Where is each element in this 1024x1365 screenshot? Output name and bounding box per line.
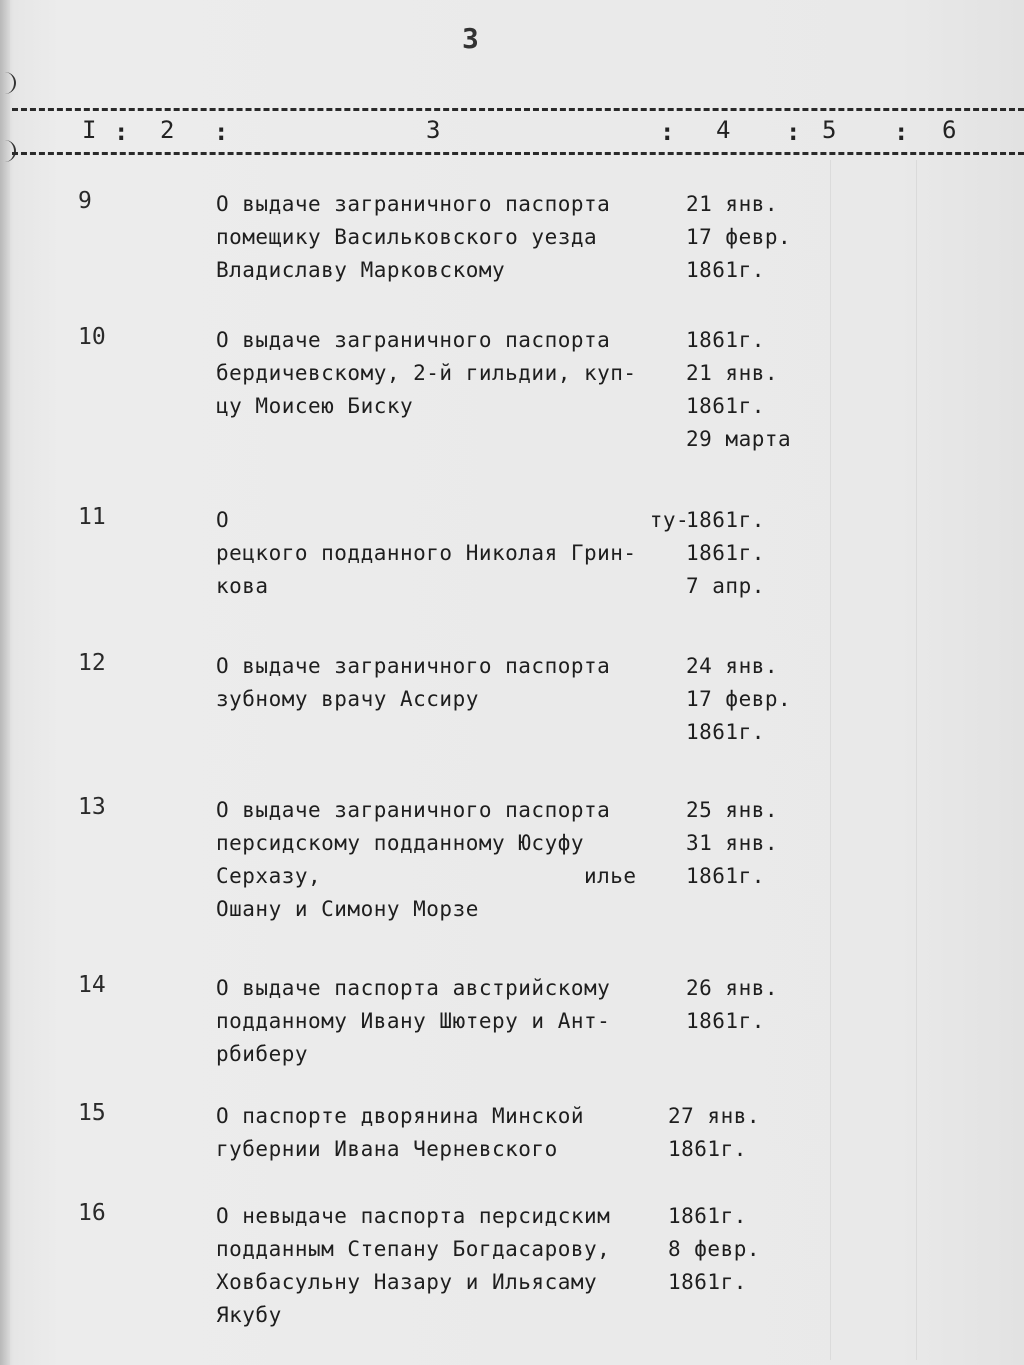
column-header-2: 2 — [160, 116, 175, 144]
entry-date: 8 февр. — [668, 1237, 761, 1261]
column-header-3: 3 — [426, 116, 441, 144]
entry-date: 1861г. — [686, 394, 765, 418]
entry-title-line: Серхазу, илье — [216, 864, 637, 888]
entry-date: 26 янв. — [686, 976, 779, 1000]
entry-date: 1861г. — [686, 1009, 765, 1033]
entry-date: 1861г. — [686, 541, 765, 565]
column-separator: : — [894, 118, 909, 146]
entry-title-line: О выдаче заграничного паспорта — [216, 328, 611, 352]
entry-date: 29 марта — [686, 427, 792, 451]
column-separator: : — [114, 118, 129, 146]
entry-title — [216, 1200, 656, 1332]
entry-title — [216, 972, 656, 1071]
entry-title-line: губернии Ивана Черневского — [216, 1137, 558, 1161]
entry-dates — [686, 972, 816, 1038]
entry-title-line: О ту- — [216, 508, 690, 532]
entry-date: 1861г. — [686, 258, 765, 282]
entry-title — [216, 324, 656, 423]
entry-number: 10 — [78, 324, 106, 350]
entry-date: 24 янв. — [686, 654, 779, 678]
entry-title-line: Владиславу Марковскому — [216, 258, 506, 282]
entry-number: 13 — [78, 794, 106, 820]
entry-date: 1861г. — [668, 1270, 747, 1294]
entry-title — [216, 794, 656, 926]
entry-title-line: О паспорте дворянина Минской — [216, 1104, 585, 1128]
entry-title-line: рбиберу — [216, 1042, 309, 1066]
entry-date: 1861г. — [686, 864, 765, 888]
entry-title — [216, 650, 656, 716]
entry-dates — [686, 504, 816, 603]
entry-date: 25 янв. — [686, 798, 779, 822]
entry-title-line: персидскому подданному Юсуфу — [216, 831, 585, 855]
entry-title — [216, 188, 656, 287]
entry-date: 1861г. — [686, 720, 765, 744]
entry-title — [216, 504, 690, 603]
entry-title-line: О выдаче паспорта австрийскому — [216, 976, 611, 1000]
entry-number: 12 — [78, 650, 106, 676]
entry-number: 11 — [78, 504, 106, 530]
entry-date: 27 янв. — [668, 1104, 761, 1128]
column-header-5: 5 — [822, 116, 837, 144]
entry-title-line: бердичевскому, 2-й гильдии, куп- — [216, 361, 637, 385]
entry-dates — [686, 794, 816, 893]
entry-number: 15 — [78, 1100, 106, 1126]
entry-title-line: О выдаче заграничного паспорта — [216, 192, 611, 216]
entry-title-line: О невыдаче паспорта персидским — [216, 1204, 611, 1228]
entry-date: 1861г. — [686, 508, 765, 532]
entry-title-line: подданным Степану Богдасарову, — [216, 1237, 611, 1261]
column-separator: : — [214, 118, 229, 146]
entry-title-line: цу Моисею Биску — [216, 394, 414, 418]
entry-title-line: Ошану и Симону Морзе — [216, 897, 479, 921]
entry-date: 21 янв. — [686, 361, 779, 385]
entry-date: 1861г. — [668, 1137, 747, 1161]
entry-number: 14 — [78, 972, 106, 998]
entry-title-line: кова — [216, 574, 269, 598]
column-header-1: I — [82, 116, 97, 144]
entry-dates — [668, 1100, 798, 1166]
entry-date: 1861г. — [668, 1204, 747, 1228]
entry-dates — [686, 324, 816, 456]
entry-date: 31 янв. — [686, 831, 779, 855]
column-header-4: 4 — [716, 116, 731, 144]
entry-date: 17 февр. — [686, 225, 792, 249]
entry-number: 9 — [78, 188, 92, 214]
entry-title — [216, 1100, 656, 1166]
entry-dates — [668, 1200, 798, 1299]
page-number: 3 — [462, 22, 479, 55]
entry-dates — [686, 650, 816, 749]
entry-date: 17 февр. — [686, 687, 792, 711]
entry-date: 21 янв. — [686, 192, 779, 216]
entry-title-line: О выдаче заграничного паспорта — [216, 654, 611, 678]
entry-dates — [686, 188, 816, 287]
column-separator: : — [786, 118, 801, 146]
entry-title-line: зубному врачу Ассиру — [216, 687, 479, 711]
entry-title-line: подданному Ивану Шютеру и Ант- — [216, 1009, 611, 1033]
column-separator: : — [660, 118, 675, 146]
entry-title-line: рецкого подданного Николая Грин- — [216, 541, 637, 565]
column-header-6: 6 — [942, 116, 957, 144]
entry-title-line: помещику Васильковского уезда — [216, 225, 598, 249]
entry-title-line: Ховбасульну Назару и Ильясаму — [216, 1270, 598, 1294]
entry-title-line: О выдаче заграничного паспорта — [216, 798, 611, 822]
entry-date: 7 апр. — [686, 574, 765, 598]
entry-title-line: Якубу — [216, 1303, 282, 1327]
entry-number: 16 — [78, 1200, 106, 1226]
entry-date: 1861г. — [686, 328, 765, 352]
